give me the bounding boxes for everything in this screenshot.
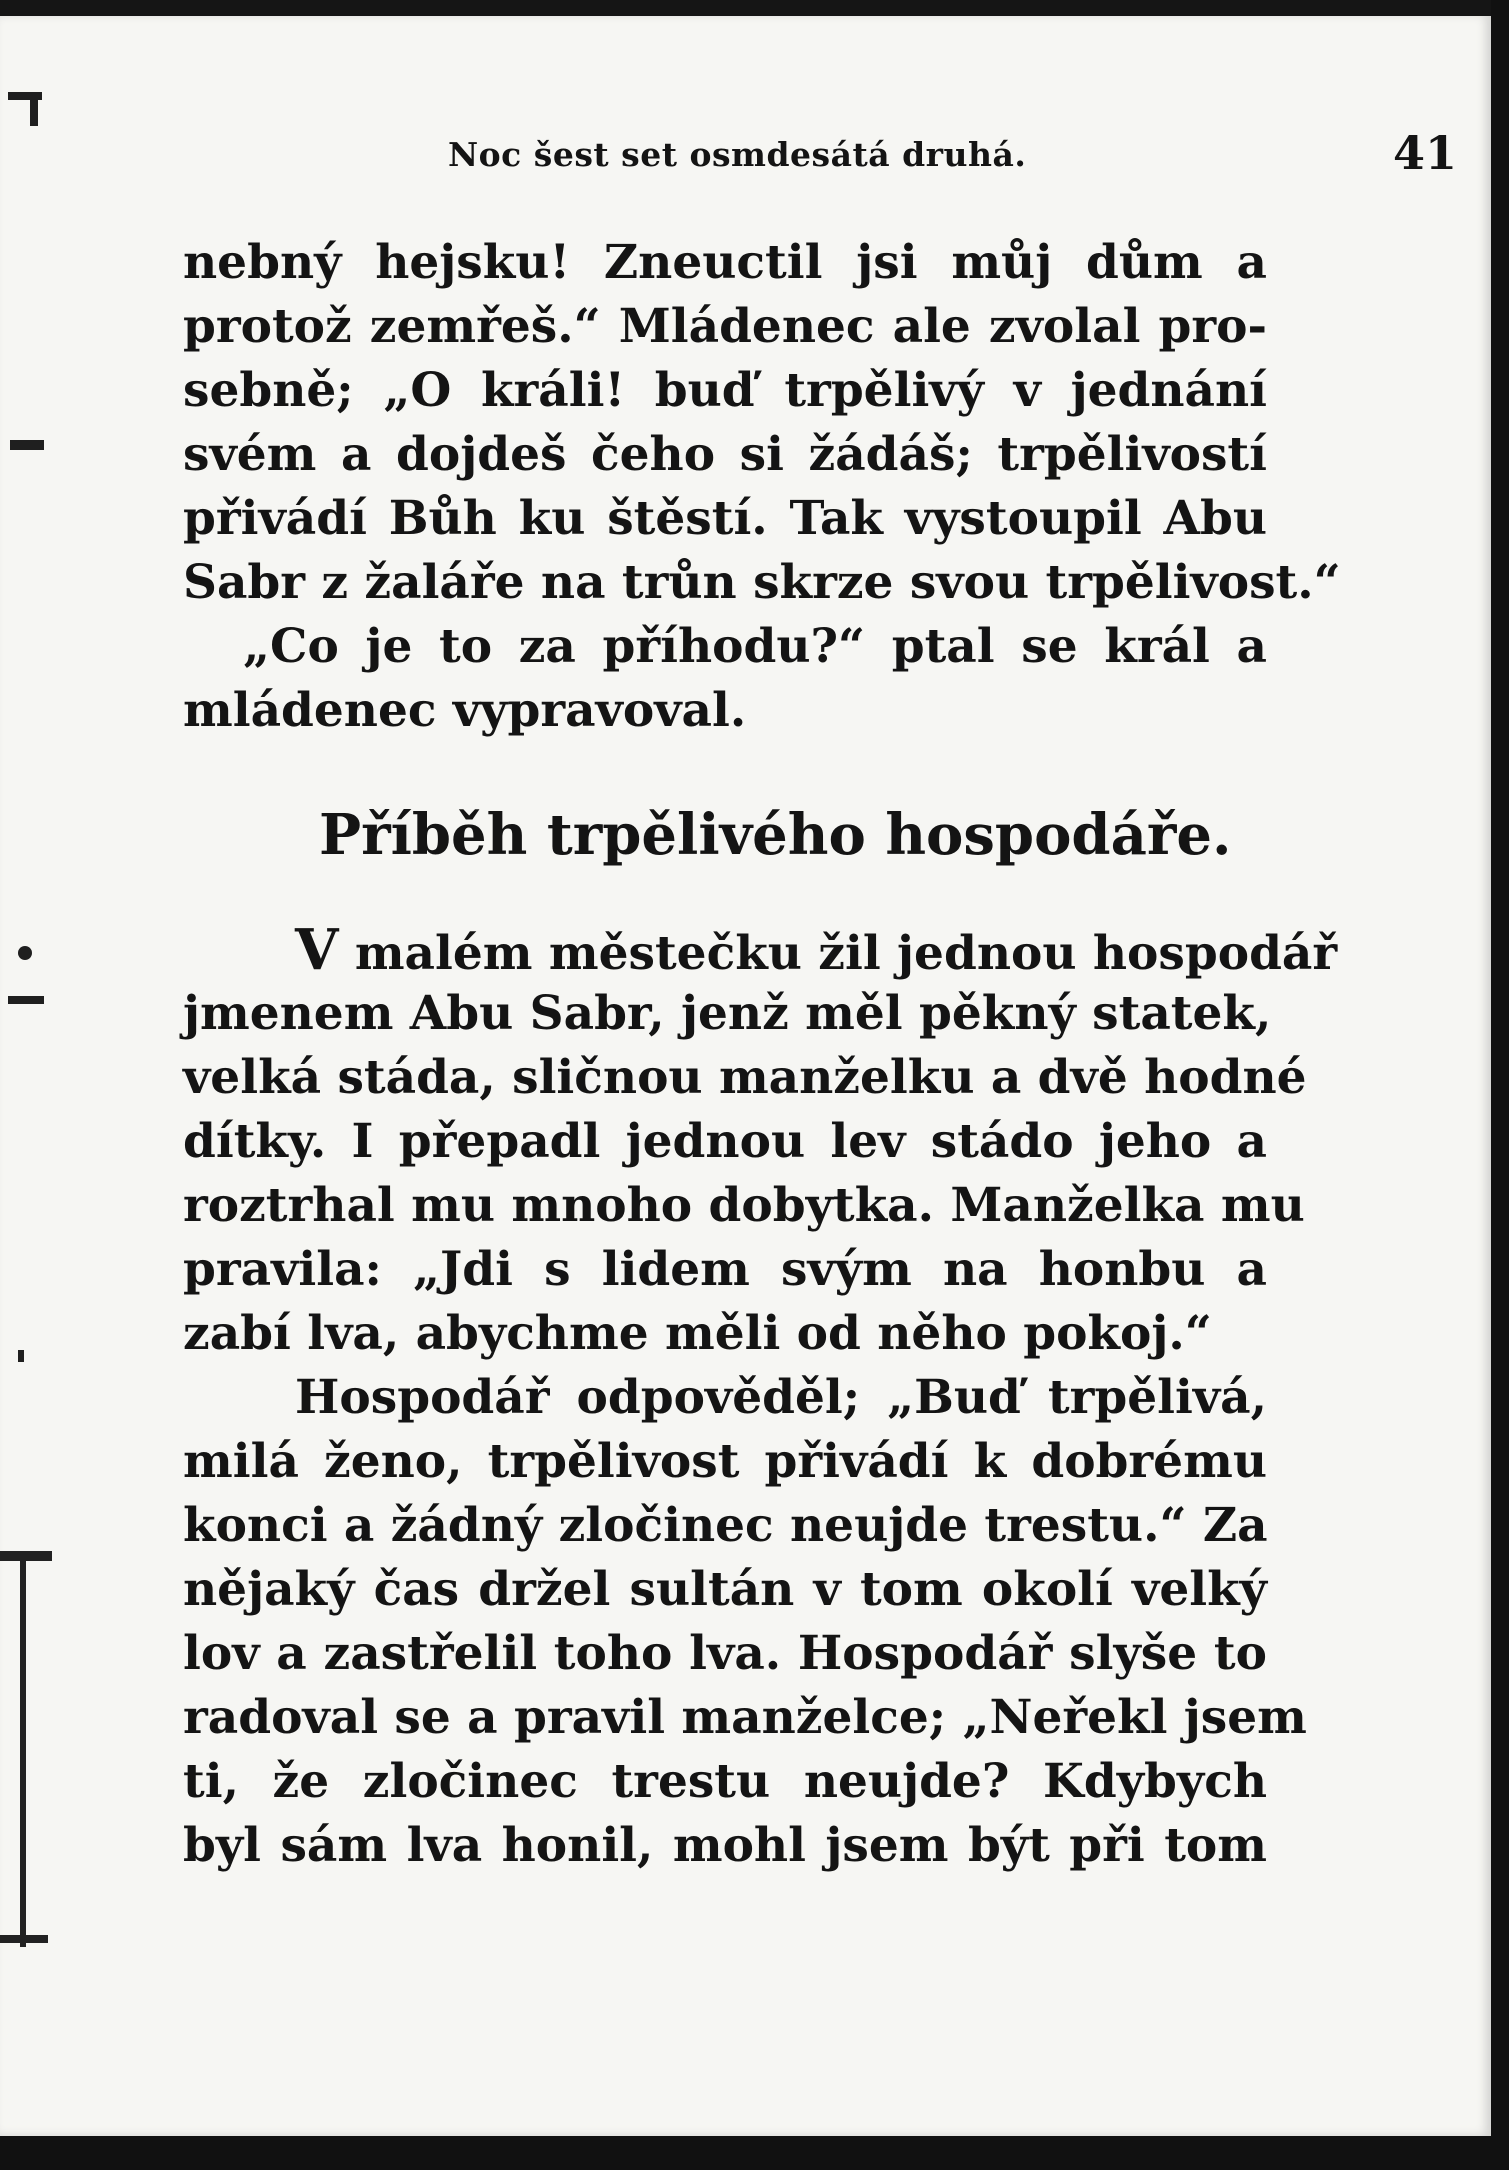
margin-bracket-top <box>0 1551 52 1561</box>
section-heading: Příběh trpělivého hospodáře. <box>319 802 1232 868</box>
text-line: konci a žádný zločinec neujde trestu.“ Za <box>183 1498 1268 1553</box>
scan-bottom-edge <box>0 2136 1509 2170</box>
text-line: roztrhal mu mnoho dobytka. Manželka mu <box>183 1178 1305 1233</box>
text-line: Hospodář odpověděl; „Buď trpělivá, <box>295 1370 1267 1425</box>
text-line: lov a zastřelil toho lva. Hospodář slyše to <box>183 1626 1267 1681</box>
scan-right-edge <box>1491 0 1509 2170</box>
text-line: „Co je to za příhodu?“ ptal se král a <box>243 619 1267 674</box>
text-line: dítky. I přepadl jednou lev stádo jeho a <box>183 1114 1267 1169</box>
text-line: milá ženo, trpělivost přivádí k dobrému <box>183 1434 1267 1489</box>
scan-top-edge <box>0 0 1509 16</box>
text-line: jmenem Abu Sabr, jenž měl pěkný statek, <box>183 986 1272 1041</box>
text-line: sebně; „O králi! buď trpělivý v jednání <box>183 363 1267 418</box>
text-line: pravila: „Jdi s lidem svým na honbu a <box>183 1242 1267 1297</box>
running-head: Noc šest set osmdesátá druhá. <box>448 135 1027 174</box>
text-line <box>295 917 1338 983</box>
text-line: ti, že zločinec trestu neujde? Kdybych <box>183 1754 1267 1809</box>
page-number: 41 <box>1393 126 1458 180</box>
text-line: nějaký čas držel sultán v tom okolí velký <box>183 1562 1267 1617</box>
margin-mark <box>10 440 44 450</box>
margin-bracket-bottom <box>0 1935 48 1943</box>
margin-bracket <box>20 1555 26 1947</box>
text-line: protož zemřeš.“ Mládenec ale zvolal pro- <box>183 299 1267 354</box>
text-line: svém a dojdeš čeho si žádáš; trpělivostí <box>183 427 1267 482</box>
text-line: byl sám lva honil, mohl jsem být při tom <box>183 1818 1267 1873</box>
margin-mark <box>18 1350 24 1362</box>
text-line: radoval se a pravil manželce; „Neřekl jsem <box>183 1690 1307 1745</box>
text-line: zabí lva, abychme měli od něho pokoj.“ <box>183 1306 1212 1361</box>
margin-mark <box>18 946 32 960</box>
dropcap: V <box>295 917 339 983</box>
text-line: Sabr z žaláře na trůn skrze svou trpělivost.“ <box>183 555 1341 610</box>
margin-mark <box>30 92 38 126</box>
text-line: mládenec vypravoval. <box>183 683 747 738</box>
text-line: velká stáda, sličnou manželku a dvě hodné <box>183 1050 1307 1105</box>
margin-mark <box>8 996 44 1004</box>
text-line-rest: malém městečku žil jednou hospodář <box>354 926 1338 981</box>
text-line: přivádí Bůh ku štěstí. Tak vystoupil Abu <box>183 491 1267 546</box>
text-line: nebný hejsku! Zneuctil jsi můj dům a <box>183 235 1267 290</box>
